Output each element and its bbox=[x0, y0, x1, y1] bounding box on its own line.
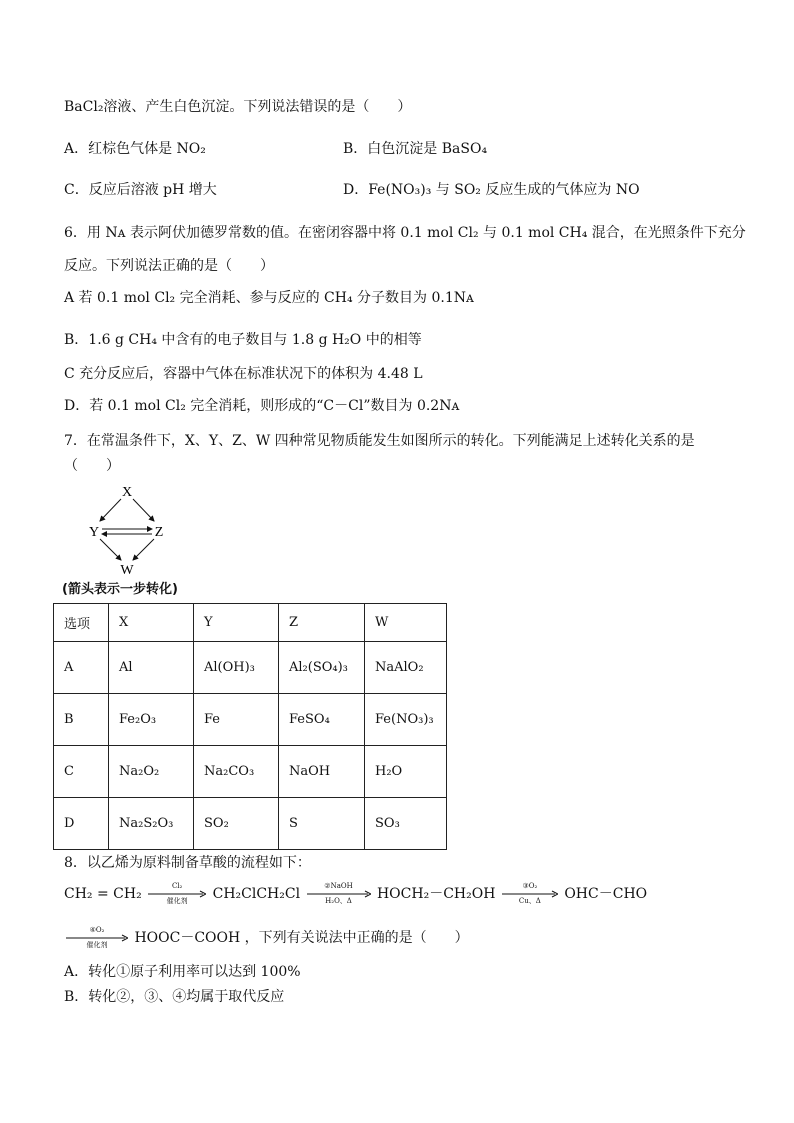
table-row bbox=[54, 642, 447, 694]
q8-stem: 8．以乙烯为原料制备草酸的流程如下： bbox=[64, 855, 311, 871]
flow-condition: ④O₂ bbox=[89, 926, 105, 934]
table-cell: SO₃ bbox=[365, 798, 447, 850]
arrow-z-w bbox=[133, 539, 154, 560]
table-cell: FeSO₄ bbox=[279, 694, 365, 746]
table-cell: Na₂CO₃ bbox=[194, 746, 279, 798]
q6-option-b: B．1.6 g CH₄ 中含有的电子数目与 1.8 g H₂O 中的相等 bbox=[64, 332, 422, 348]
table-cell: Na₂O₂ bbox=[109, 746, 194, 798]
q5-option-b: B．白色沉淀是 BaSO₄ bbox=[343, 141, 488, 157]
table-cell: D bbox=[54, 798, 109, 850]
q6-option-a: A 若 0.1 mol Cl₂ 完全消耗、参与反应的 CH₄ 分子数目为 0.1Nᴀ bbox=[64, 290, 474, 306]
table-cell: Fe₂O₃ bbox=[109, 694, 194, 746]
q8-flow-line2 bbox=[64, 928, 469, 948]
table-row bbox=[54, 694, 447, 746]
diagram-caption: (箭头表示一步转化) bbox=[62, 582, 178, 597]
flow-condition: 催化剂 bbox=[86, 941, 108, 949]
table-cell: NaOH bbox=[279, 746, 365, 798]
table-header-cell: Y bbox=[194, 604, 279, 642]
table-cell: S bbox=[279, 798, 365, 850]
options-table bbox=[53, 603, 447, 850]
table-row bbox=[54, 798, 447, 850]
table-cell: Na₂S₂O₃ bbox=[109, 798, 194, 850]
table-cell: NaAlO₂ bbox=[365, 642, 447, 694]
flow-species: HOCH₂－CH₂OH bbox=[376, 886, 496, 902]
flow-condition: 催化剂 bbox=[166, 897, 188, 905]
q5-option-a: A．红棕色气体是 NO₂ bbox=[64, 141, 206, 157]
q6-stem-line1: 6．用 Nᴀ 表示阿伏加德罗常数的值。在密闭容器中将 0.1 mol Cl₂ 与 0.1 mol CH₄ 混合，在光照条件下充分 bbox=[64, 225, 746, 241]
q7-stem-line2: （ ） bbox=[64, 458, 120, 474]
node-z: Z bbox=[154, 525, 164, 540]
q6-stem-line2: 反应。下列说法正确的是（ ） bbox=[64, 258, 274, 274]
q7-stem-line1: 7．在常温条件下，X、Y、Z、W 四种常见物质能发生如图所示的转化。下列能满足上述转化关系的是 bbox=[64, 433, 695, 449]
flow-arrow-2 bbox=[307, 882, 371, 905]
node-y: Y bbox=[88, 525, 100, 540]
q8-stem-tail: ，下列有关说法中正确的是（ ） bbox=[244, 930, 469, 946]
q8-flow-line1 bbox=[64, 884, 647, 904]
table-cell: Al(OH)₃ bbox=[194, 642, 279, 694]
table-header-cell: W bbox=[365, 604, 447, 642]
flow-condition: ②NaOH bbox=[324, 882, 353, 890]
q8-option-b: B．转化②，③、④均属于取代反应 bbox=[64, 989, 285, 1005]
flow-arrow-3 bbox=[502, 882, 558, 905]
table-header-cell: 选项 bbox=[54, 604, 109, 642]
table-header-row bbox=[54, 604, 447, 642]
table-cell: Al bbox=[109, 642, 194, 694]
table-cell: Fe(NO₃)₃ bbox=[365, 694, 447, 746]
arrow-x-z bbox=[133, 499, 154, 521]
table-header-cell: Z bbox=[279, 604, 365, 642]
table-cell: Al₂(SO₄)₃ bbox=[279, 642, 365, 694]
q5-option-c: C．反应后溶液 pH 增大 bbox=[64, 182, 217, 198]
table-cell: A bbox=[54, 642, 109, 694]
q6-option-c: C 充分反应后，容器中气体在标准状况下的体积为 4.48 L bbox=[64, 366, 423, 382]
table-cell: Fe bbox=[194, 694, 279, 746]
conversion-diagram bbox=[64, 482, 194, 578]
flow-condition: Cu、Δ bbox=[518, 897, 541, 905]
table-header-cell: X bbox=[109, 604, 194, 642]
table-cell: H₂O bbox=[365, 746, 447, 798]
flow-condition: ③O₂ bbox=[522, 882, 538, 890]
q5-stem-tail: BaCl₂溶液、产生白色沉淀。下列说法错误的是（ ） bbox=[64, 99, 412, 115]
flow-arrow-1 bbox=[148, 882, 206, 905]
q8-option-a: A．转化①原子利用率可以达到 100% bbox=[64, 964, 301, 980]
table-cell: C bbox=[54, 746, 109, 798]
node-x: X bbox=[121, 485, 133, 500]
q5-option-d: D．Fe(NO₃)₃ 与 SO₂ 反应生成的气体应为 NO bbox=[343, 182, 640, 198]
table-cell: SO₂ bbox=[194, 798, 279, 850]
table-cell: B bbox=[54, 694, 109, 746]
flow-arrow-4 bbox=[66, 926, 128, 949]
flow-species: OHC－CHO bbox=[564, 886, 648, 902]
flow-species: CH₂ClCH₂Cl bbox=[212, 886, 301, 902]
q6-option-d: D．若 0.1 mol Cl₂ 完全消耗，则形成的“C－Cl”数目为 0.2Nᴀ bbox=[64, 398, 460, 414]
flow-condition: H₂O、Δ bbox=[325, 897, 352, 905]
flow-species: CH₂ = CH₂ bbox=[64, 886, 142, 902]
flow-species: HOOC－COOH bbox=[134, 930, 241, 946]
table-row bbox=[54, 746, 447, 798]
flow-condition: Cl₂ bbox=[171, 882, 183, 890]
node-w: W bbox=[120, 563, 134, 578]
arrow-x-y bbox=[100, 499, 121, 521]
arrow-y-w bbox=[100, 539, 121, 560]
